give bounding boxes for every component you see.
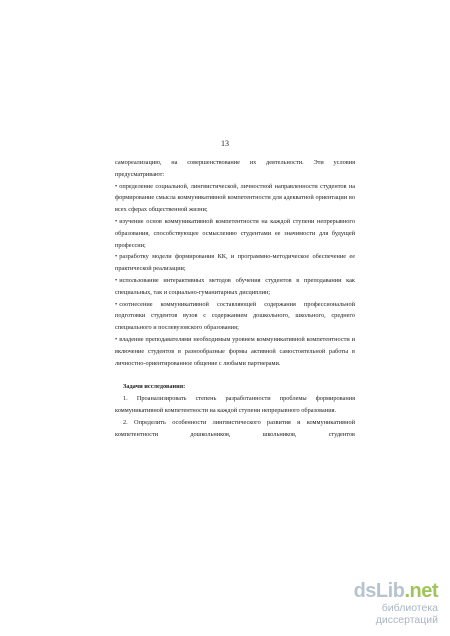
watermark-logo-tld: .net xyxy=(404,580,438,602)
numbered-paragraph: 1. Проанализировать степень разработанности проблемы формирования коммуникативной компетентности на каждой ступени непрерывного образования. xyxy=(115,395,355,414)
intro-paragraph: самореализацию, на совершенствование их деятельности. Эти условия предусматривают: xyxy=(115,159,355,178)
watermark-subtitle: библиотека диссертаций xyxy=(375,602,438,626)
bullet-paragraph: • соотнесение коммуникативной составляющей содержания профессиональной подготовки студентов вузов с содержанием дошкольного, школьного, среднего специального и послевузовского образования; xyxy=(115,299,355,334)
numbered-paragraph: 2. Определить особенности лингвистического развития и коммуникативной компетентности дошкольников, школьников, студентов xyxy=(115,418,355,438)
watermark-logo-text xyxy=(328,581,438,601)
watermark-logo xyxy=(328,581,438,626)
section-heading: Задачи исследования: xyxy=(123,383,186,391)
bullet-paragraph: • владение преподавателями необходимым уровнем коммуникативной компетентности и включение студентов в разнообразные формы активной самостоятельной работы в личностно-ориентированное общение с любыми партнерами. xyxy=(115,334,355,369)
bullet-paragraph: • разработку модели формирования КК, и программно-методическое обеспечение ее практической реализации; xyxy=(115,251,355,275)
bullet-paragraph: • использование интерактивных методов обучения студентов в преподавании как специальных, так и социально-гуманитарных дисциплин; xyxy=(115,275,355,299)
bullet-paragraph: • изучение основ коммуникативной компетентности на каждой ступени непрерывного образования, способствующее осмыслению студентами ее значимости для будущей профессии; xyxy=(115,216,355,251)
page-number: 13 xyxy=(221,139,229,148)
document-body xyxy=(115,157,355,440)
bullet-paragraph: • определение социальной, лингвистической, личностной направленности студентов на формирование смысла коммуникативной компетентности для адекватной ориентации во всех сферах общественной жизни; xyxy=(115,181,355,216)
watermark-logo-main: dsLib xyxy=(353,580,405,602)
